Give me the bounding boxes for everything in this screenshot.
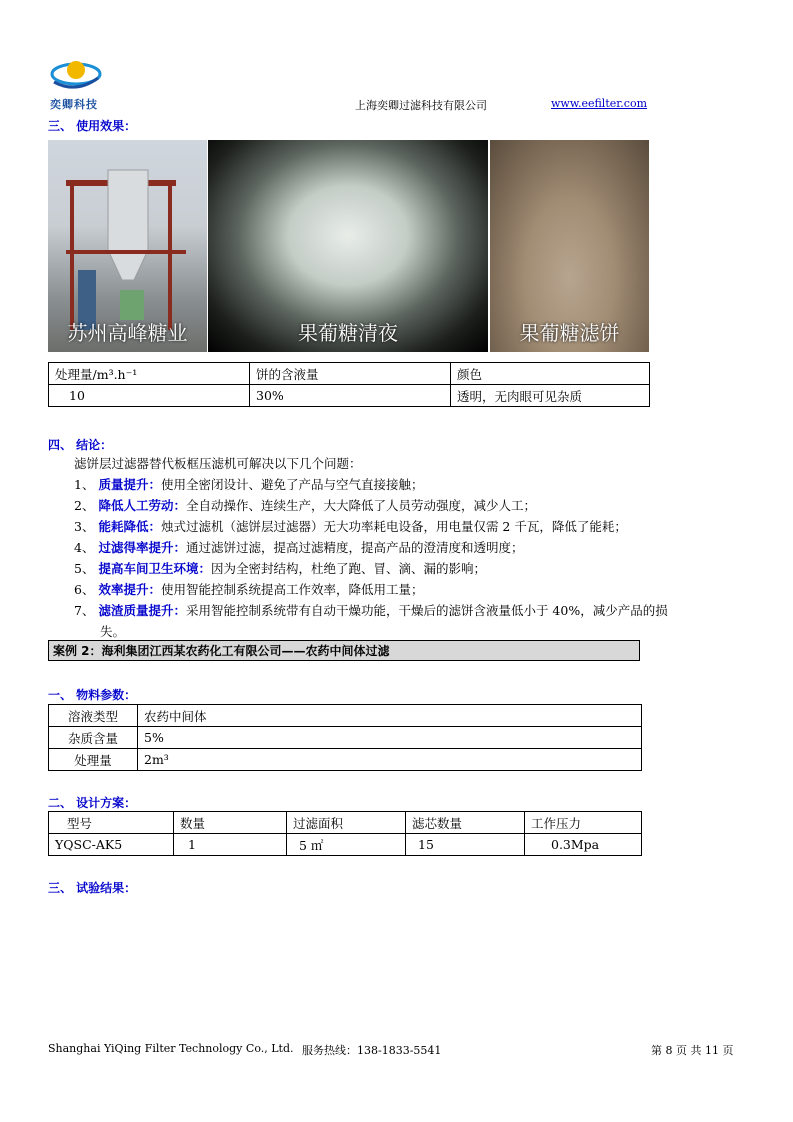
list-item: 4、 过滤得率提升：通过滤饼过滤，提高过滤精度，提高产品的澄清度和透明度；: [74, 540, 524, 555]
table-header-cell: 过滤面积: [287, 812, 406, 834]
table-header-cell: 数量: [174, 812, 287, 834]
section-heading-test-results: 三、 试验结果：: [48, 881, 137, 895]
list-item: 1、 质量提升：使用全密闭设计、避免了产品与空气直接接触；: [74, 477, 424, 492]
table-cell: 杂质含量: [49, 727, 138, 749]
table-cell: 农药中间体: [138, 705, 642, 727]
table-row: [49, 749, 642, 771]
list-item: 5、 提高车间卫生环境：因为全密封结构，杜绝了跑、冒、滴、漏的影响；: [74, 561, 486, 576]
table-row: [49, 727, 642, 749]
table-header-row: [49, 812, 642, 834]
table-cell: 处理量: [49, 749, 138, 771]
table-cell: 溶液类型: [49, 705, 138, 727]
table-header-row: [49, 363, 650, 385]
section-heading-design: 二、 设计方案：: [48, 796, 137, 810]
table-header-cell: 滤芯数量: [406, 812, 525, 834]
table-cell: 2m³: [138, 749, 642, 771]
table-cell: 5 ㎡: [287, 834, 406, 856]
conclusion-list: [74, 474, 744, 642]
table-row: [49, 705, 642, 727]
footer-company: Shanghai YiQing Filter Technology Co., Ltd.: [48, 1042, 294, 1055]
material-table: [48, 704, 642, 771]
photo-filter-cake: [490, 140, 649, 352]
table-cell: 透明，无肉眼可见杂质: [451, 385, 650, 407]
table-cell: 1: [174, 834, 287, 856]
footer-hotline: 服务热线：138-1833-5541: [302, 1044, 442, 1057]
table-header-cell: 饼的含液量: [250, 363, 451, 385]
list-item-continuation: 失。: [100, 624, 126, 639]
table-cell: 15: [406, 834, 525, 856]
table-row: [49, 385, 650, 407]
logo-text: 奕卿科技: [50, 98, 98, 111]
photo-caption: 果葡糖滤饼: [519, 321, 620, 345]
table-cell: 0.3Mpa: [525, 834, 642, 856]
case-title-bar: 案例 2：海利集团江西某农药化工有限公司——农药中间体过滤: [48, 640, 640, 661]
table-cell: 30%: [250, 385, 451, 407]
list-item: 2、 降低人工劳动：全自动操作、连续生产，大大降低了人员劳动强度，减少人工；: [74, 498, 536, 513]
table-header-cell: 型号: [49, 812, 174, 834]
list-item: 7、 滤渣质量提升：采用智能控制系统带有自动干燥功能，干燥后的滤饼含液量低小于 40%，减少产品的损: [74, 603, 668, 618]
website-link[interactable]: www.eefilter.com: [551, 97, 648, 110]
table-row: [49, 834, 642, 856]
table-cell: YQSC-AK5: [49, 834, 174, 856]
table-cell: 5%: [138, 727, 642, 749]
conclusion-intro: 滤饼层过滤器替代板框压滤机可解决以下几个问题：: [74, 456, 362, 471]
photo-caption: 苏州高峰糖业: [67, 321, 188, 345]
design-table: [48, 811, 642, 856]
table-header-cell: 工作压力: [525, 812, 642, 834]
company-name: 上海奕卿过滤科技有限公司: [355, 99, 487, 112]
table-header-cell: 处理量/m³.h⁻¹: [49, 363, 250, 385]
photo-factory: [48, 140, 207, 352]
footer-page-number: 第 8 页 共 11 页: [651, 1044, 734, 1057]
section-heading-conclusion: 四、 结论：: [48, 438, 113, 452]
photo-clear-liquid: [208, 140, 488, 352]
section-heading-usage-effect: 三、 使用效果：: [48, 119, 137, 133]
section-heading-material: 一、 物料参数：: [48, 688, 137, 702]
results-table: [48, 362, 650, 407]
table-cell: 10: [49, 385, 250, 407]
photo-caption: 果葡糖清夜: [298, 321, 398, 345]
list-item: 3、 能耗降低：烛式过滤机（滤饼层过滤器）无大功率耗电设备，用电量仅需 2 千瓦，降低了能耗；: [74, 519, 627, 534]
table-header-cell: 颜色: [451, 363, 650, 385]
list-item: 6、 效率提升：使用智能控制系统提高工作效率，降低用工量；: [74, 582, 424, 597]
